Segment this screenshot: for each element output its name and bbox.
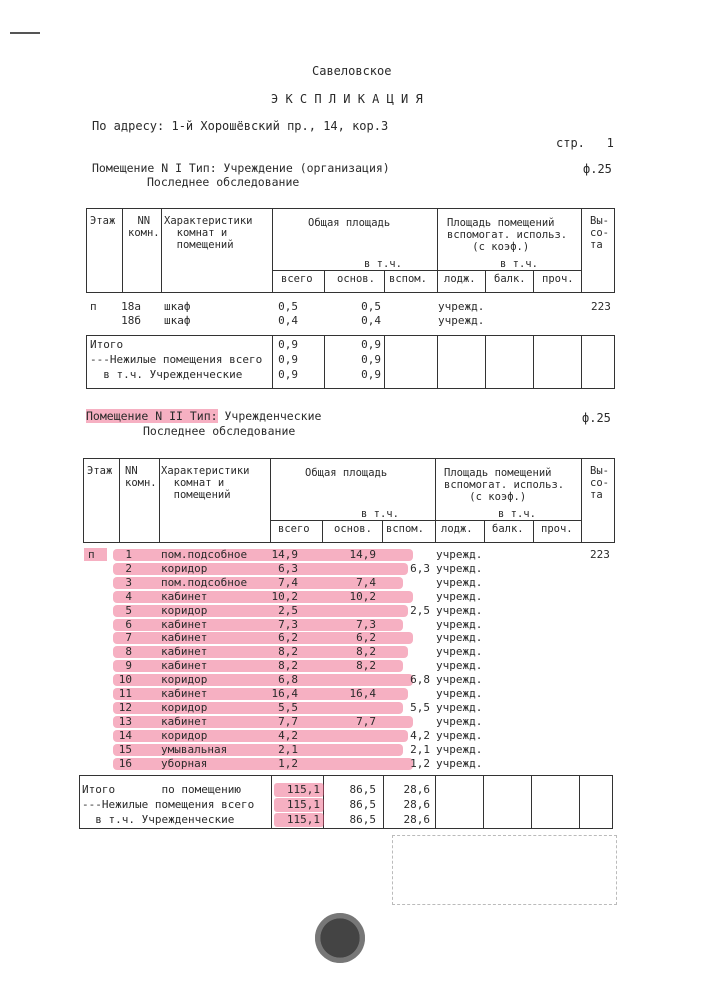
table-row	[0, 673, 707, 687]
col-height: Вы- со- та	[590, 215, 609, 251]
table-row	[0, 576, 707, 590]
col-other: проч.	[541, 523, 573, 535]
section1-form: ф.25	[583, 162, 612, 176]
area-main: 7,4	[356, 575, 376, 589]
row-highlight	[113, 674, 413, 686]
room-number: 7	[125, 631, 132, 645]
totals-label: в т.ч. Учрежденческие	[82, 813, 235, 826]
totals-row	[0, 368, 707, 382]
totals-row	[0, 813, 707, 827]
room-number: 10	[118, 673, 132, 687]
col-incl: в т.ч.	[364, 258, 402, 270]
room-use: учрежд.	[436, 756, 483, 770]
section1-title: Помещение N I Тип: Учреждение (организация)	[92, 161, 390, 175]
room-number: 14	[118, 728, 132, 742]
room-number: 3	[125, 575, 132, 589]
table-row	[0, 314, 707, 328]
area-aux: 6,3	[410, 561, 430, 575]
area-total: 6,3	[278, 561, 298, 575]
area-total: 7,4	[278, 575, 298, 589]
totals-label: ---Нежилые помещения всего	[82, 798, 255, 811]
area-total: 0,5	[278, 300, 298, 313]
room-number: 12	[118, 700, 132, 714]
totals-row	[0, 783, 707, 797]
totals-total: 115,1	[286, 813, 320, 826]
area-main: 8,2	[356, 659, 376, 673]
room-use: учрежд.	[436, 742, 483, 756]
col-floor: Этаж	[90, 215, 116, 227]
room-name: коридор	[161, 603, 208, 617]
totals-total: 0,9	[278, 353, 298, 366]
section2-title-type: Учрежденческие	[217, 409, 322, 423]
totals-total: 0,9	[278, 338, 298, 351]
totals-main: 0,9	[361, 353, 381, 366]
col-total: всего	[281, 273, 313, 285]
area-total: 7,7	[278, 714, 298, 728]
area-total: 7,3	[278, 617, 298, 631]
room-use: учрежд.	[436, 631, 483, 645]
col-incl: в т.ч.	[361, 508, 399, 520]
organization-name: Савеловское	[312, 64, 392, 78]
table-row	[0, 701, 707, 715]
table-row	[0, 715, 707, 729]
area-total: 10,2	[271, 589, 298, 603]
col-loggia: лодж.	[444, 273, 476, 285]
room-number: 5	[125, 603, 132, 617]
area-aux: 4,2	[410, 728, 430, 742]
col-other: проч.	[542, 273, 574, 285]
room-number: 2	[125, 561, 132, 575]
room-name: кабинет	[161, 687, 208, 700]
area-main: 14,9	[349, 548, 376, 561]
col-height: Вы- со- та	[590, 465, 609, 501]
table-row	[0, 687, 707, 701]
totals-main: 0,9	[361, 338, 381, 351]
document-title: Э К С П Л И К А Ц И Я	[271, 92, 423, 106]
room-use: учрежд.	[436, 673, 483, 687]
row-highlight	[113, 758, 413, 770]
area-aux: 2,1	[410, 742, 430, 756]
room-use: учрежд.	[436, 575, 483, 589]
col-total-area: Общая площадь	[308, 217, 391, 229]
room-use: учрежд.	[438, 300, 485, 313]
totals-main: 86,5	[349, 798, 376, 811]
table-row	[0, 562, 707, 576]
area-total: 14,9	[271, 548, 298, 561]
col-aux-area: Площадь помещений вспомогат. использ. (с коэф.)	[444, 467, 565, 503]
room-number: 13	[118, 714, 132, 728]
room-use: учрежд.	[436, 603, 483, 617]
area-main: 0,5	[361, 300, 381, 313]
section2-height: 223	[590, 548, 610, 561]
table-row	[0, 659, 707, 673]
section2-floor: п	[84, 548, 107, 561]
col-incl-2: в т.ч.	[500, 258, 538, 270]
section2-form: ф.25	[582, 411, 611, 425]
area-total: 2,1	[278, 742, 298, 756]
row-highlight	[113, 702, 403, 714]
room-name: кабинет	[161, 659, 208, 673]
area-main: 7,7	[356, 714, 376, 728]
section1-subtitle: Последнее обследование	[147, 175, 300, 189]
table-row	[0, 300, 707, 314]
totals-row	[0, 353, 707, 367]
col-loggia: лодж.	[441, 523, 473, 535]
area-total: 6,2	[278, 631, 298, 645]
room-name: коридор	[161, 728, 208, 742]
page-number: стр. 1	[556, 136, 614, 150]
col-main: основ.	[337, 273, 375, 285]
col-characteristics: Характеристики комнат и помещений	[161, 465, 250, 501]
room-name: шкаф	[164, 300, 191, 313]
table-row	[0, 743, 707, 757]
room-use: учрежд.	[436, 714, 483, 728]
room-number: 11	[118, 687, 132, 700]
area-total: 1,2	[278, 756, 298, 770]
area-main: 6,2	[356, 631, 376, 645]
room-use: учрежд.	[436, 561, 483, 575]
table-row	[0, 729, 707, 743]
room-use: учрежд.	[436, 548, 483, 561]
area-total: 8,2	[278, 645, 298, 659]
room-name: умывальная	[161, 742, 228, 756]
room-name: коридор	[161, 700, 208, 714]
totals-main: 86,5	[349, 813, 376, 826]
area-total: 16,4	[271, 687, 298, 700]
totals-total: 115,1	[286, 783, 320, 796]
room-use: учрежд.	[436, 728, 483, 742]
totals-label: Итого по помещению	[82, 783, 241, 796]
room-name: пом.подсобное	[161, 548, 248, 561]
table-row	[0, 604, 707, 618]
totals-row	[0, 338, 707, 352]
room-name: кабинет	[161, 589, 208, 603]
room-name: кабинет	[161, 617, 208, 631]
room-name: кабинет	[161, 645, 208, 659]
area-total: 5,5	[278, 700, 298, 714]
totals-row	[0, 798, 707, 812]
room-name: кабинет	[161, 631, 208, 645]
room-number: 6	[125, 617, 132, 631]
totals-label: ---Нежилые помещения всего	[90, 353, 263, 366]
room-use: учрежд.	[438, 314, 485, 327]
room-name: шкаф	[164, 314, 191, 327]
table-row	[0, 757, 707, 771]
room-name: кабинет	[161, 714, 208, 728]
col-aux-area: Площадь помещений вспомогат. использ. (с коэф.)	[447, 217, 568, 253]
area-total: 8,2	[278, 659, 298, 673]
area-aux: 5,5	[410, 700, 430, 714]
area-main: 0,4	[361, 314, 381, 327]
col-characteristics: Характеристики комнат и помещений	[164, 215, 253, 251]
table-row	[0, 590, 707, 604]
area-main: 8,2	[356, 645, 376, 659]
room-number: 18б	[121, 314, 141, 327]
area-total: 0,4	[278, 314, 298, 327]
section2-subtitle: Последнее обследование	[143, 424, 296, 438]
room-use: учрежд.	[436, 589, 483, 603]
col-nn: NN комн.	[125, 465, 157, 489]
col-aux: вспом.	[386, 523, 424, 535]
round-seal	[315, 913, 365, 963]
totals-total: 0,9	[278, 368, 298, 381]
totals-aux: 28,6	[403, 783, 430, 796]
room-name: коридор	[161, 673, 208, 687]
totals-main: 0,9	[361, 368, 381, 381]
area-total: 6,8	[278, 673, 298, 687]
col-total: всего	[278, 523, 310, 535]
col-floor: Этаж	[87, 465, 113, 477]
room-use: учрежд.	[436, 617, 483, 631]
row-highlight	[113, 730, 408, 742]
area-aux: 6,8	[410, 673, 430, 687]
col-main: основ.	[334, 523, 372, 535]
room-use: учрежд.	[436, 687, 483, 700]
room-number: 1	[125, 548, 132, 561]
section1-floor: п	[90, 300, 97, 313]
room-use: учрежд.	[436, 700, 483, 714]
totals-aux: 28,6	[403, 813, 430, 826]
row-highlight	[113, 563, 408, 575]
col-nn: NN комн.	[128, 215, 160, 239]
section2-title	[86, 409, 321, 423]
totals-label: в т.ч. Учрежденческие	[90, 368, 243, 381]
room-use: учрежд.	[436, 659, 483, 673]
section1-height: 223	[591, 300, 611, 313]
col-balcony: балк.	[494, 273, 526, 285]
faded-stamp	[392, 835, 617, 905]
col-aux: вспом.	[389, 273, 427, 285]
room-number: 16	[118, 756, 132, 770]
room-name: уборная	[161, 756, 208, 770]
room-number: 18а	[121, 300, 141, 313]
table-row	[0, 631, 707, 645]
margin-mark	[10, 32, 40, 34]
area-total: 4,2	[278, 728, 298, 742]
table-row	[0, 548, 707, 562]
section2-title-highlight: Помещение N II Тип:	[86, 409, 218, 423]
room-number: 4	[125, 589, 132, 603]
room-number: 9	[125, 659, 132, 673]
totals-main: 86,5	[349, 783, 376, 796]
table-row	[0, 618, 707, 632]
area-main: 7,3	[356, 617, 376, 631]
col-total-area: Общая площадь	[305, 467, 388, 479]
area-aux: 1,2	[410, 756, 430, 770]
col-incl-2: в т.ч.	[498, 508, 536, 520]
area-main: 10,2	[349, 589, 376, 603]
table-row	[0, 645, 707, 659]
col-balcony: балк.	[492, 523, 524, 535]
address-line: По адресу: 1-й Хорошёвский пр., 14, кор.3	[92, 119, 389, 133]
area-main: 16,4	[349, 687, 376, 700]
row-highlight	[113, 605, 408, 617]
totals-label: Итого	[90, 338, 124, 351]
row-highlight	[113, 744, 403, 756]
room-use: учрежд.	[436, 645, 483, 659]
room-number: 8	[125, 645, 132, 659]
totals-aux: 28,6	[403, 798, 430, 811]
area-total: 2,5	[278, 603, 298, 617]
totals-total: 115,1	[286, 798, 320, 811]
room-name: пом.подсобное	[161, 575, 248, 589]
area-aux: 2,5	[410, 603, 430, 617]
room-number: 15	[118, 742, 132, 756]
room-name: коридор	[161, 561, 208, 575]
